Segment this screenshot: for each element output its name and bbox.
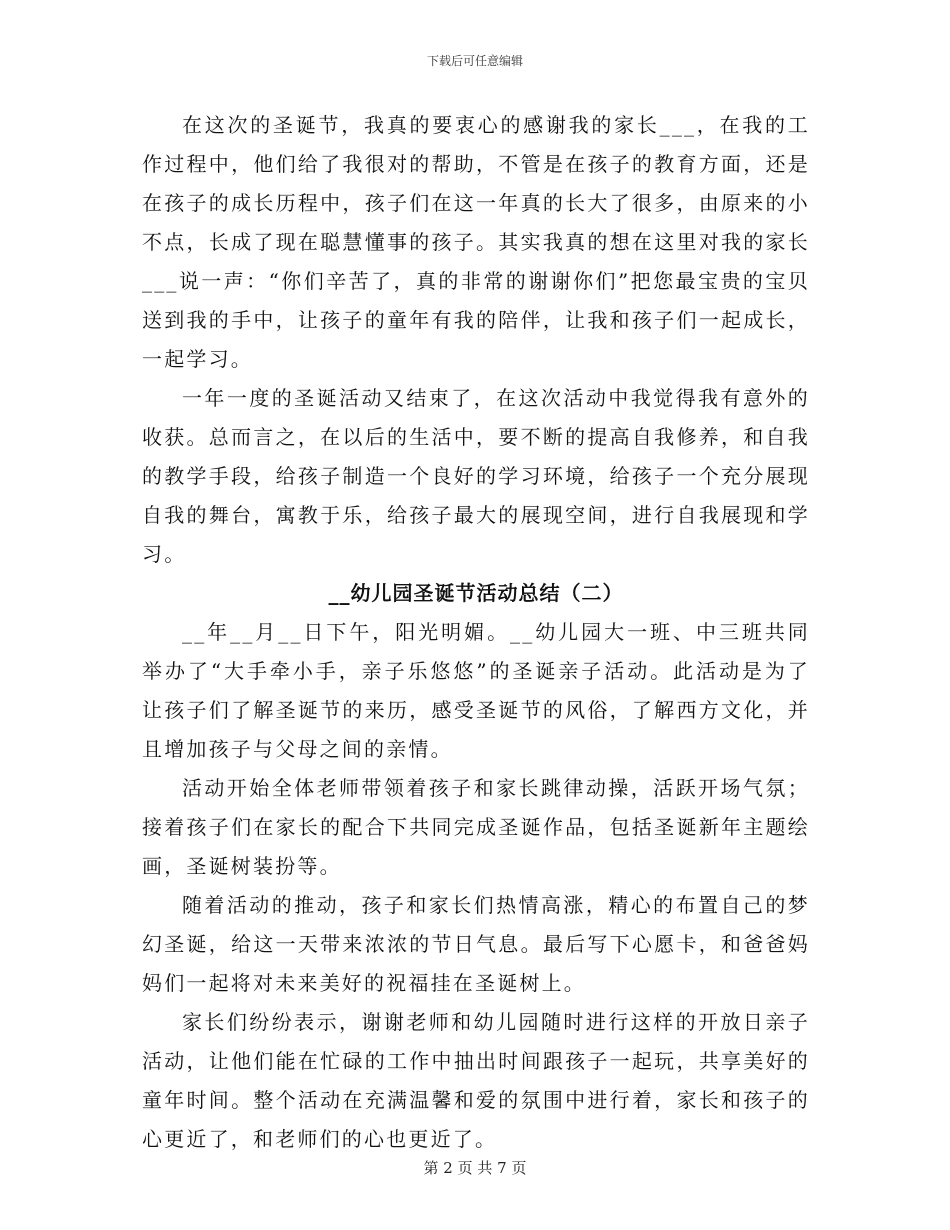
paragraph-activity-start: 活动开始全体老师带领着孩子和家长跳律动操，活跃开场气氛；接着孩子们在家长的配合下共同完成圣诞作品，包括圣诞新年主题绘画，圣诞树装扮等。 <box>142 776 810 878</box>
paragraph-parent-feedback: 家长们纷纷表示，谢谢老师和幼儿园随时进行这样的开放日亲子活动，让他们能在忙碌的工作中抽出时间跟孩子一起玩，共享美好的童年时间。整个活动在充满温馨和爱的氛围中进行着，家长和孩子的心更近了，和老师们的心也更近了。 <box>142 1010 810 1151</box>
document-body <box>142 106 810 1159</box>
section-title: __幼儿园圣诞节活动总结（二） <box>328 581 624 605</box>
paragraph-harvest: 一年一度的圣诞活动又结束了，在这次活动中我觉得我有意外的收获。总而言之，在以后的生活中，要不断的提高自我修养，和自我的教学手段，给孩子制造一个良好的学习环境，给孩子一个充分展现自我的舞台，寓教于乐，给孩子最大的展现空间，进行自我展现和学习。 <box>142 386 810 566</box>
paragraph-activity-progress: 随着活动的推动，孩子和家长们热情高涨，精心的布置自己的梦幻圣诞，给这一天带来浓浓的节日气息。最后写下心愿卡，和爸爸妈妈们一起将对未来美好的祝福挂在圣诞树上。 <box>142 893 810 995</box>
paragraph-thanks: 在这次的圣诞节，我真的要衷心的感谢我的家长___，在我的工作过程中，他们给了我很对的帮助，不管是在孩子的教育方面，还是在孩子的成长历程中，孩子们在这一年真的长大了很多，由原来的小不点，长成了现在聪慧懂事的孩子。其实我真的想在这里对我的家长___说一声：“你们辛苦了，真的非常的谢谢你们”把您最宝贵的宝贝送到我的手中，让孩子的童年有我的陪伴，让我和孩子们一起成长，一起学习。 <box>142 113 810 371</box>
page-number: 第 2 页 共 7 页 <box>423 1159 527 1177</box>
header-note: 下载后可任意编辑 <box>426 54 523 68</box>
paragraph-event-intro: __年__月__日下午，阳光明媚。__幼儿园大一班、中三班共同举办了“大手牵小手，亲子乐悠悠”的圣诞亲子活动。此活动是为了让孩子们了解圣诞节的来历，感受圣诞节的风俗，了解西方文化，并且增加孩子与父母之间的亲情。 <box>142 620 810 761</box>
